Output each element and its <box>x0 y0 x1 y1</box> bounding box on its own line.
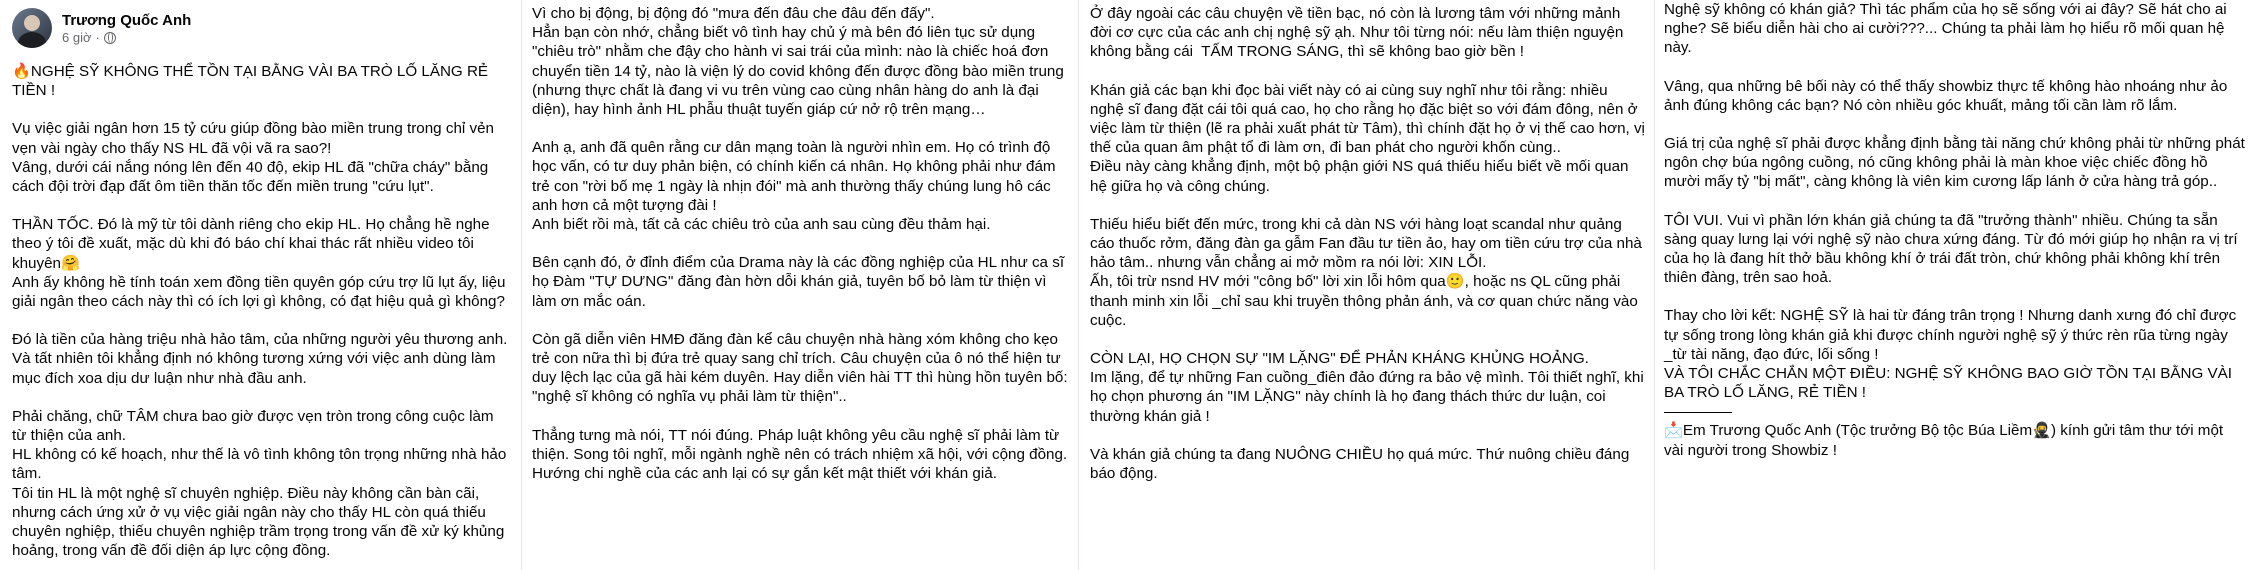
post-column-4 <box>1660 0 2250 570</box>
post-paragraph: TÔI VUI. Vui vì phần lớn khán giả chúng ta đã "trưởng thành" nhiều. Chúng ta sẵn sàng quay lưng lại với nghệ sỹ nào chưa xứng đáng. Từ đó mới giúp họ nhận ra vị trí của họ là đang hít thở bầu không khí ở trái đất tròn, chứ không phải không khí trên thiên đàng, trên sao hoả. <box>1664 211 2242 287</box>
post-column-3 <box>1084 0 1649 570</box>
column-divider <box>521 0 522 570</box>
post-meta <box>62 30 191 46</box>
post-paragraph: Còn gã diễn viên HMĐ đăng đàn kể câu chuyện nhà hàng xóm không cho kẹo trẻ con nữa thì bị đứa trẻ quay sang chỉ trích. Câu chuyện của ô nó thể hiện tư duy lệch lạc của gã hài kém duyên. Hay diễn viên hài TT thì hùng hồn tuyên bố: "nghệ sĩ không có nghĩa vụ phải làm từ thiện".. <box>532 330 1072 406</box>
post-column-2 <box>528 0 1073 570</box>
signature-divider <box>1664 412 1732 413</box>
post-paragraph: Đó là tiền của hàng triệu nhà hảo tâm, của những người yêu thương anh. Và tất nhiên tôi khẳng định nó không tương xứng với việc anh dùng làm mục đích xoa dịu dư luận như nhà đầu anh. <box>12 331 512 387</box>
post-signature: 📩Em Trương Quốc Anh (Tộc trưởng Bộ tộc Búa Liềm🥷) kính gửi tâm thư tới một vài người trong Showbiz ! <box>1664 422 2228 459</box>
post-paragraph: Thiếu hiểu biết đến mức, trong khi cả dàn NS với hàng loạt scandal như quảng cáo thuốc rởm, đăng đàn ga gẫm Fan đầu tư tiền ảo, hay om tiền cứu trợ của nhà hảo tâm.. nhưng vẫn chẳng ai mở mồm ra nói lời: XIN LỖI. Ấh, tôi trừ nsnd HV mới "công bố" lời xin lỗi hôm qua🙂, hoặc ns QL cũng phải thanh minh xin lỗi _chỉ sau khi truyền thông phản ánh, và cơ quan chức năng vào cuộc. <box>1090 215 1642 329</box>
post-paragraph: Bên cạnh đó, ở đỉnh điểm của Drama này là các đồng nghiệp của HL như ca sĩ họ Đàm "TỰ DƯNG" đăng đàn hờn dỗi khán giả, tuyên bố bỏ làm từ thiện vì làm ơn mắc oán. <box>532 254 1069 310</box>
post-paragraph: THẦN TỐC. Đó là mỹ từ tôi dành riêng cho ekip HL. Họ chẳng hề nghe theo ý tôi đề xuất, mặc dù khi đó báo chí khai thác rất nhiều video tôi khuyên🤗 Anh ấy không hề tính toán xem đồng tiền quyên góp cứu trợ lũ lụt ấy, liệu giải ngân theo cách này thì có ích lợi gì không, có đạt hiệu quả gì không? <box>12 216 506 311</box>
post-paragraph: 🔥NGHỆ SỸ KHÔNG THỂ TỒN TẠI BẰNG VÀI BA TRÒ LỐ LĂNG RẺ TIỀN ! <box>12 63 493 100</box>
post-paragraph: Vì cho bị động, bị động đó "mưa đến đâu che đâu đến đấy". Hẳn bạn còn nhớ, chẳng biết vô tình hay chủ ý mà bên đó liên tục sử dụng "chiêu trò" nhằm che đậy cho hành vi sai trái của mình: nào là chiếc hoá đơn chuyển tiền 14 tỷ, nào là viện lý do covid không đến được đồng bào miền trung (nhưng thực chất là đang vi vu trên vùng cao cùng nhân hàng do anh là đại diện), hay hình ảnh HL phẫu thuật tuyến giáp cứ nở rộ trên mạng… <box>532 5 1064 119</box>
post-column-1 <box>0 0 515 570</box>
post-paragraph: CÒN LẠI, HỌ CHỌN SỰ "IM LẶNG" ĐỂ PHẢN KHÁNG KHỦNG HOẢNG. Im lặng, để tự những Fan cuồng_điên đảo đứng ra bảo vệ mình. Tôi thiết nghĩ, khi họ chọn phương án "IM LẶNG" này chính là họ đang thách thức dư luận, coi thường khán giả ! <box>1090 350 1644 425</box>
column-divider <box>1654 0 1655 570</box>
post-paragraph: Và khán giả chúng ta đang NUÔNG CHIỀU họ quá mức. Thứ nuông chiều đáng báo động. <box>1090 445 1634 483</box>
post-paragraph: Khán giả các bạn khi đọc bài viết này có ai cùng suy nghĩ như tôi rằng: nhiều nghệ sĩ đang đặt cái tôi quá cao, họ cho rằng họ đặc biệt so với đám đông, nên ở việc làm từ thiện (lẽ ra phải xuất phát từ Tâm), thì chính đặt họ ở vị thế cao hơn, vị thế của quan âm phật tổ đi làm ơn, đi ban phát cho người khốn cùng.. Điều này càng khẳng định, một bộ phận giới NS quá thiếu hiểu biết về mối quan hệ giữa họ và công chúng. <box>1090 81 1645 195</box>
post-paragraph: Vụ việc giải ngân hơn 15 tỷ cứu giúp đồng bào miền trung trong chỉ vẻn vẹn vài ngày cho thấy NS HL đã vội vã ra sao?! Vâng, dưới cái nắng nóng lên đến 40 độ, ekip HL đã "chữa cháy" bằng cách đội trời đạp đất ôm tiền thăn tốc đến miền trung "cứu lụt". <box>12 120 494 196</box>
column-divider <box>1078 0 1079 570</box>
post-paragraph: Vâng, qua những bê bối này có thể thấy showbiz thực tế không hào nhoáng như ảo ảnh đúng không các bạn? Nó còn nhiều góc khuất, mảng tối cần làm rõ lắm. <box>1664 77 2232 114</box>
post-paragraph: Giá trị của nghệ sĩ phải được khẳng định bằng tài năng chứ không phải từ những phát ngôn chợ búa ngông cuồng, nó cũng không phải là màn khoe việc chiếc đồng hồ mười mấy tỷ "bị mất", càng không là viên kim cương lấp lánh ở cửa hàng trả góp.. <box>1664 135 2250 191</box>
post-paragraph: Phải chăng, chữ TÂM chưa bao giờ được vẹn tròn trong công cuộc làm từ thiện của anh. HL không có kế hoạch, như thế là vô tình không tôn trọng những nhà hảo tâm. Tôi tin HL là một nghệ sĩ chuyên nghiệp. Điều này không cần bàn cãi, nhưng cách ứng xử ở vụ việc giải ngân này cho thấy HL còn quá thiếu chuyên nghiệp, thiếu chuyên nghiệp trầm trọng trong vấn đề xử ký khủng hoảng, trong vấn đề đối diện áp lực cộng đồng. <box>12 407 507 560</box>
post-paragraph: Thay cho lời kết: NGHỆ SỸ là hai từ đáng trân trọng ! Nhưng danh xưng đó chỉ được tự sống trong lòng khán giả khi được chính người nghệ sỹ ý thức rèn rũa từng ngày _từ tài năng, đạo đức, lối sống ! VÀ TÔI CHẮC CHẮN MỘT ĐIỀU: NGHỆ SỸ KHÔNG BAO GIỜ TỒN TẠI BẰNG VÀI BA TRÒ LỐ LĂNG, RẺ TIỀN ! <box>1664 307 2237 402</box>
post-paragraph: Ở đây ngoài các câu chuyện về tiền bạc, nó còn là lương tâm với những mảnh đời cơ cực của các anh chị nghệ sỹ ạh. Như tôi từng nói: nếu làm thiện nguyện không bằng cái TẤM TRONG SÁNG, thì sẽ không bao giờ bền ! <box>1090 5 1628 61</box>
post-header <box>12 6 509 50</box>
post-time[interactable]: 6 giờ <box>62 29 92 45</box>
post-paragraph: Anh ạ, anh đã quên rằng cư dân mạng toàn là người nhìn em. Họ có trình độ học vấn, có tư duy phản biện, có chính kiến cá nhân. Họ không phải như đám trẻ con "rời bố mẹ 1 ngày là nhịn đói" mà anh thường thấy chúng lung hô các anh hơn cả một tượng đài ! Anh biết rồi mà, tất cả các chiêu trò của anh sau cùng đều thảm hại. <box>532 139 1056 234</box>
author-name[interactable]: Trương Quốc Anh <box>62 11 192 29</box>
author-block <box>62 11 191 46</box>
post-paragraph: Thẳng tưng mà nói, TT nói đúng. Pháp luật không yêu cầu nghệ sĩ phải làm từ thiện. Song tôi nghĩ, mỗi ngành nghề nên có trách nhiệm xã hội, với cộng đồng. Hướng chi nghề của các anh lại có sự gắn kết mật thiết với khán giả. <box>532 426 1072 483</box>
avatar[interactable] <box>12 8 52 48</box>
meta-separator: · <box>95 29 100 45</box>
globe-icon[interactable] <box>104 32 116 44</box>
post-paragraph: Nghệ sỹ không có khán giả? Thì tác phẩm của họ sẽ sống với ai đây? Sẽ hát cho ai nghe? Sẽ biểu diễn hài cho ai cười???... Chúng ta phải làm họ hiểu rõ mối quan hệ này. <box>1664 1 2231 57</box>
